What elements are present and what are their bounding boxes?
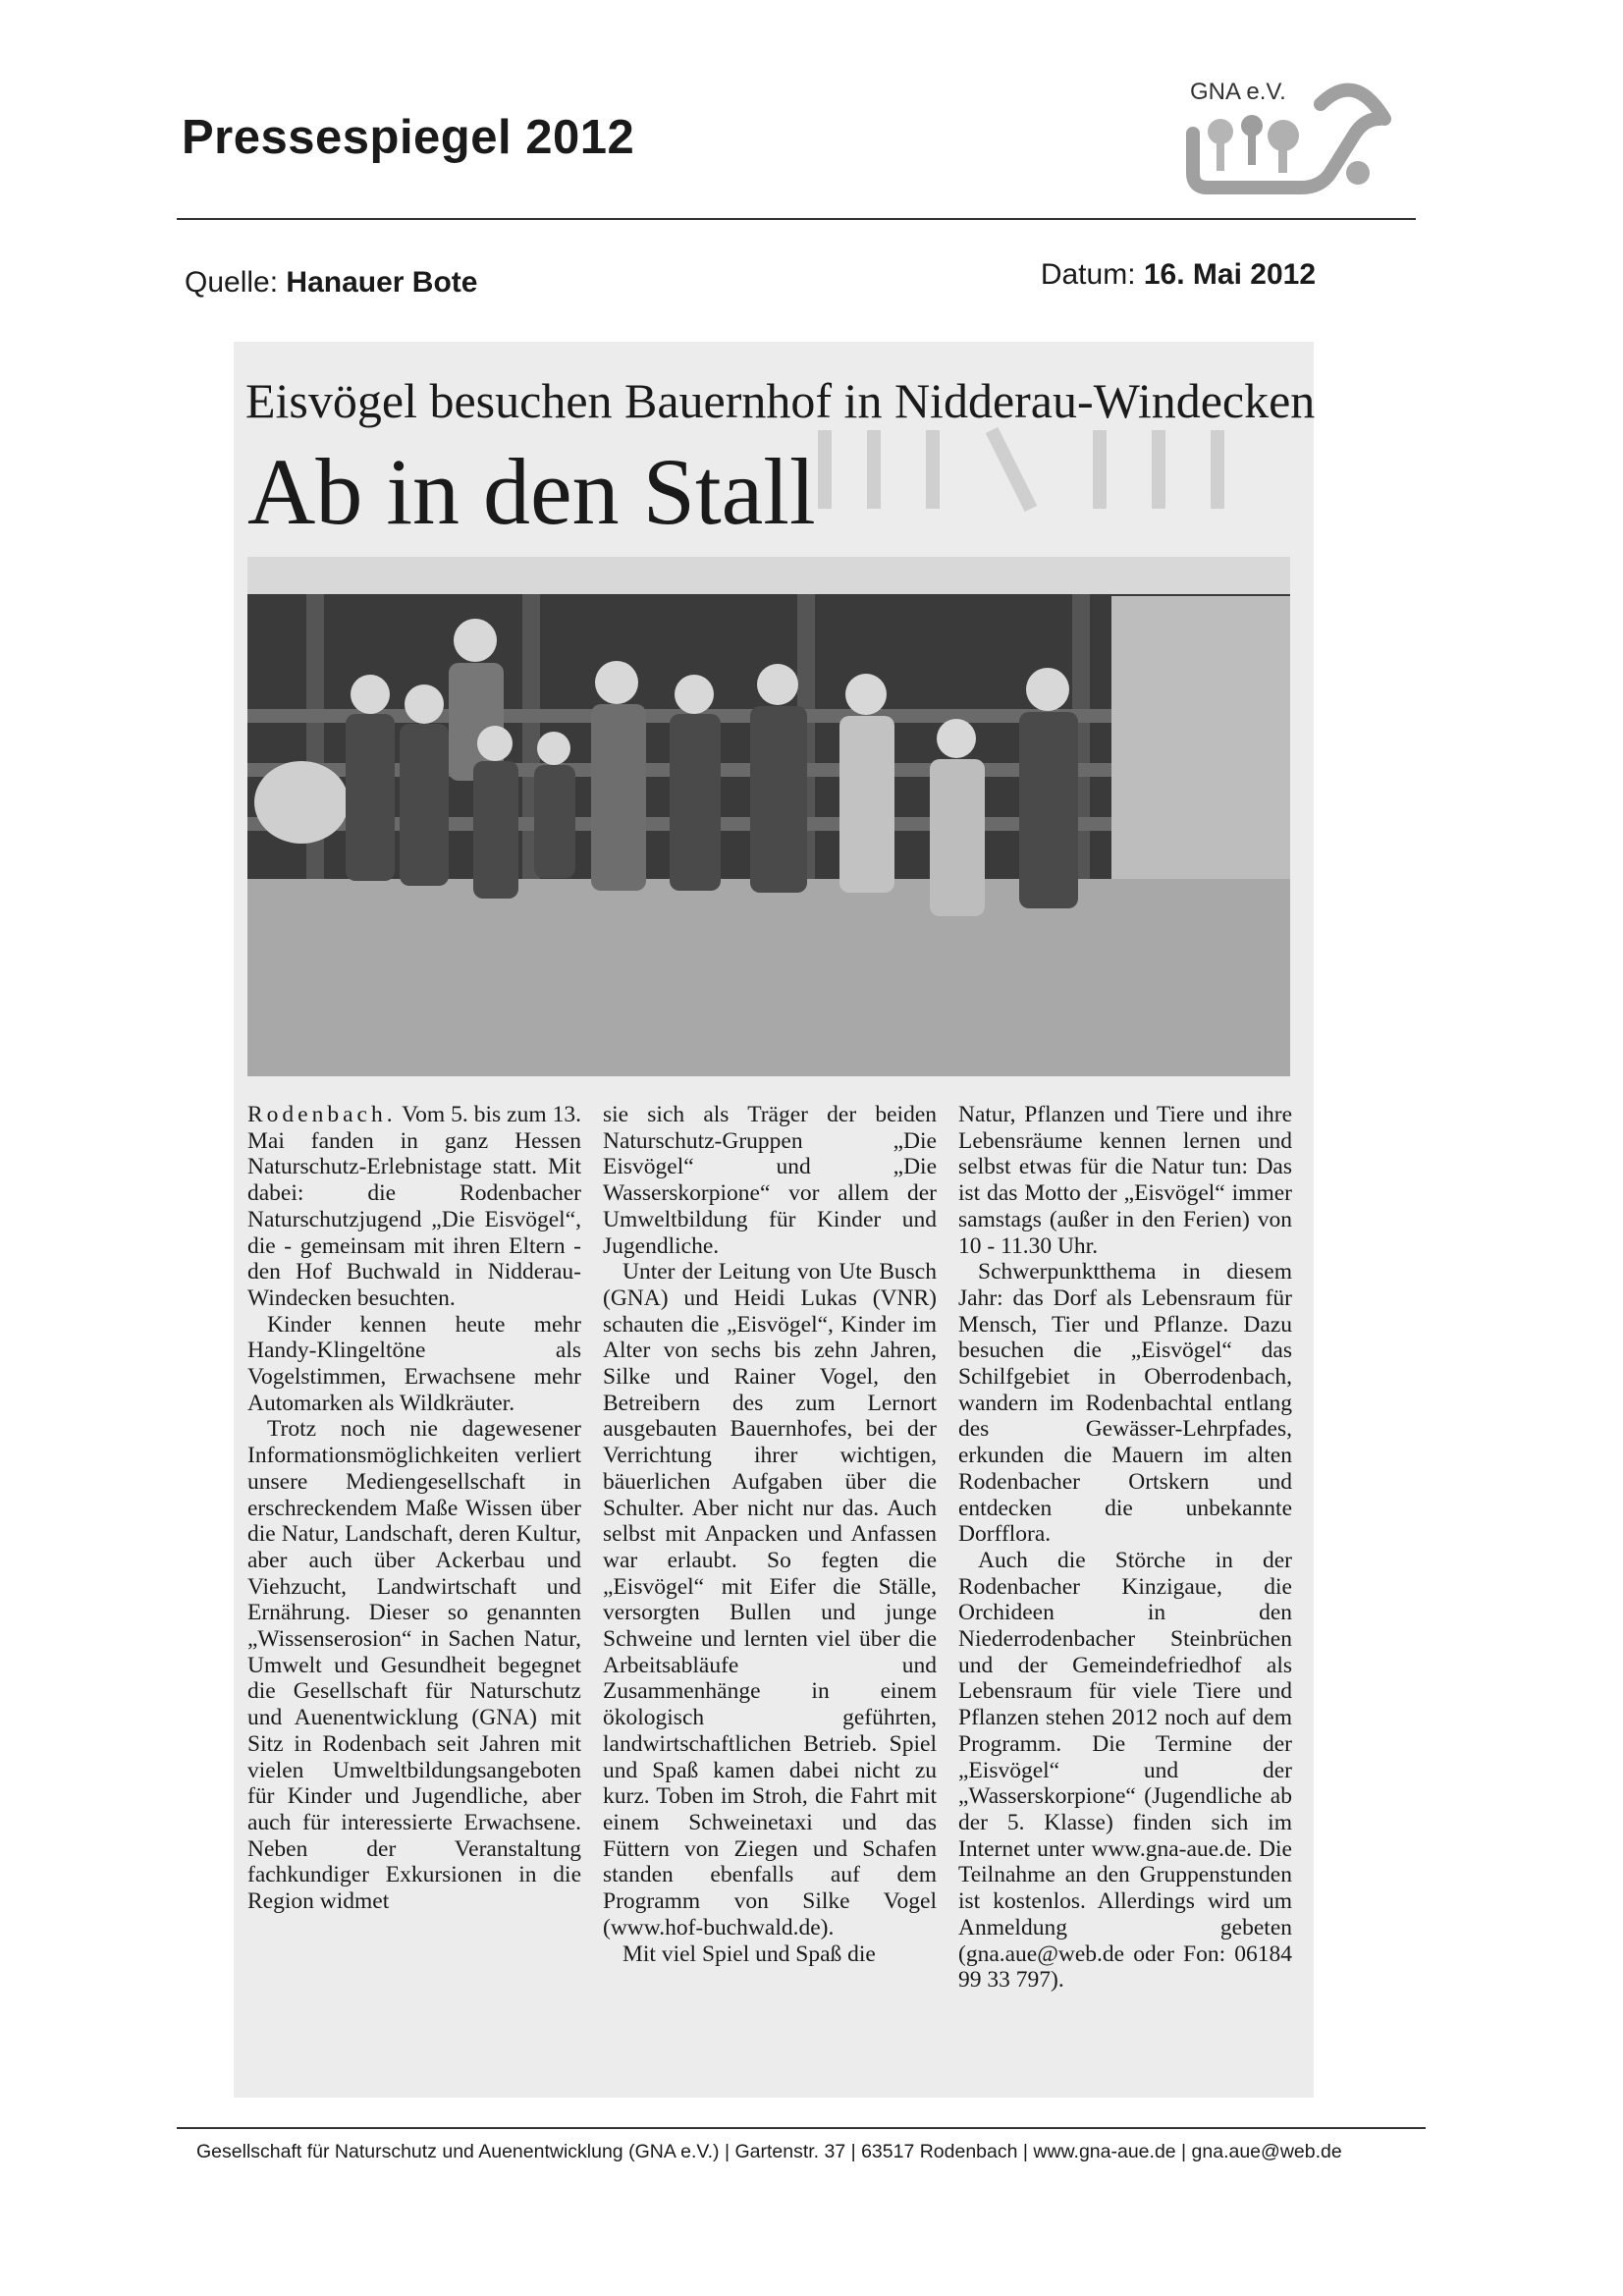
logo-text: GNA e.V. [1190,79,1286,105]
date-line [1041,258,1316,292]
source-value: Hanauer Bote [286,266,478,299]
date-value: 16. Mai 2012 [1143,258,1316,291]
article-kicker: Eisvögel besuchen Bauernhof in Nidderau-Windecken [245,373,1316,428]
header-divider [177,218,1416,220]
paragraph-text: Vom 5. bis zum 13. Mai fanden in ganz Hessen Naturschutz-Erlebnistage statt. Mit dabei: die Rodenbacher Naturschutzjugend „Die Eisvögel“, die - gemeinsam mit ihren Eltern - den Hof Buchwald in Nidderau-Windecken besuchten. [247,1102,581,1311]
article-paragraph: Auch die Störche in der Rodenbacher Kinzigaue, die Orchideen in den Niederrodenbacher Steinbrüchen und der Gemeindefriedhof als Lebensraum für viele Tiere und Pflanzen stehen 2012 noch auf dem Programm. Die Termine der „Eisvögel“ und der „Wasserskorpione“ (Jugendliche ab der 5. Klasse) finden sich im Internet unter www.gna-aue.de. Die Teilnahme an den Gruppenstunden ist kostenlos. Allerdings wird um Anmeldung gebeten (gna.aue@web.de oder Fon: 06184 99 33 797). [958,1547,1292,1994]
date-label: Datum: [1040,258,1136,291]
article-column-2 [603,1102,937,1967]
source-label: Quelle: [185,266,279,299]
page-title: Pressespiegel 2012 [182,111,635,164]
article-headline: Ab in den Stall [247,439,816,544]
article-paragraph: Trotz noch nie dagewesener Informationsmöglichkeiten verliert unsere Mediengesellschaft in erschreckendem Maße Wissen über die Natur, Landschaft, deren Kultur, aber auch über Ackerbau und Viehzucht, Landwirtschaft und Ernährung. Dieser so genannten „Wissenserosion“ in Sachen Natur, Umwelt und Gesundheit begegnet die Gesellschaft für Naturschutz und Auenentwicklung (GNA) mit Sitz in Rodenbach seit Jahren mit vielen Umweltbildungsangeboten für Kinder und Jugendliche, aber auch für interessierte Erwachsene. Neben der Veranstaltung fachkundiger Exkursionen in die Region widmet [247,1416,581,1915]
article-paragraph: Mit viel Spiel und Spaß die [622,1941,876,1967]
article-paragraph: Natur, Pflanzen und Tiere und ihre Lebensräume kennen lernen und selbst etwas für die Natur tun: Das ist das Motto der „Eisvögel“ immer samstags (außer in den Ferien) von 10 - 11.30 Uhr. [958,1102,1292,1259]
article-photo [247,557,1290,1076]
article-dateline: Rodenbach. [247,1102,397,1127]
source-line [185,266,477,300]
article-paragraph [247,1102,581,1312]
bleed-through-shadow [805,410,1276,555]
footer-divider [177,2127,1426,2129]
article-paragraph: Kinder kennen heute mehr Handy-Klingeltöne als Vogelstimmen, Erwachsene mehr Automarken als Wildkräuter. [247,1311,581,1416]
group-photo-children-icon [247,557,1290,1076]
article-paragraph: sie sich als Träger der beiden Naturschutz-Gruppen „Die Eisvögel“ und „Die Wasserskorpione“ vor allem der Umweltbildung für Kinder und Jugendliche. [603,1102,937,1259]
article-paragraph: Unter der Leitung von Ute Busch (GNA) und Heidi Lukas (VNR) schauten die „Eisvögel“, Kinder im Alter von sechs bis zehn Jahren, Silke und Rainer Vogel, den Betreibern des zum Lernort ausgebauten Bauernhofes, bei der Verrichtung ihrer wichtigen, bäuerlichen Aufgaben über die Schulter. Aber nicht nur das. Auch selbst mit Anpacken und Anfassen war erlaubt. So fegten die „Eisvögel“ mit Eifer die Ställe, versorgten Bullen und junge Schweine und lernten viel über die Arbeitsabläufe und Zusammenhänge in einem ökologisch geführten, landwirtschaftlichen Betrieb. Spiel und Spaß kamen dabei nicht zu kurz. Toben im Stroh, die Fahrt mit einem Schweinetaxi und das Füttern von Ziegen und Schafen standen ebenfalls auf dem Programm von Silke Vogel (www.hof-buchwald.de). [603,1259,937,1941]
article-column-3 [958,1102,1292,1994]
footer-contact: Gesellschaft für Naturschutz und Auenentwicklung (GNA e.V.) | Gartenstr. 37 | 63517 Rodenbach | www.gna-aue.de | gna.aue@web.de [196,2141,1342,2162]
article-paragraph: Schwerpunktthema in diesem Jahr: das Dorf als Lebensraum für Mensch, Tier und Pflanze. Dazu besuchen die „Eisvögel“ das Schilfgebiet in Oberrodenbach, wandern im Rodenbachtal entlang des Gewässer-Lehrpfades, erkunden die Mauern im alten Rodenbacher Ortskern und entdecken die unbekannte Dorfflora. [958,1259,1292,1548]
article-column-1 [247,1102,581,1915]
